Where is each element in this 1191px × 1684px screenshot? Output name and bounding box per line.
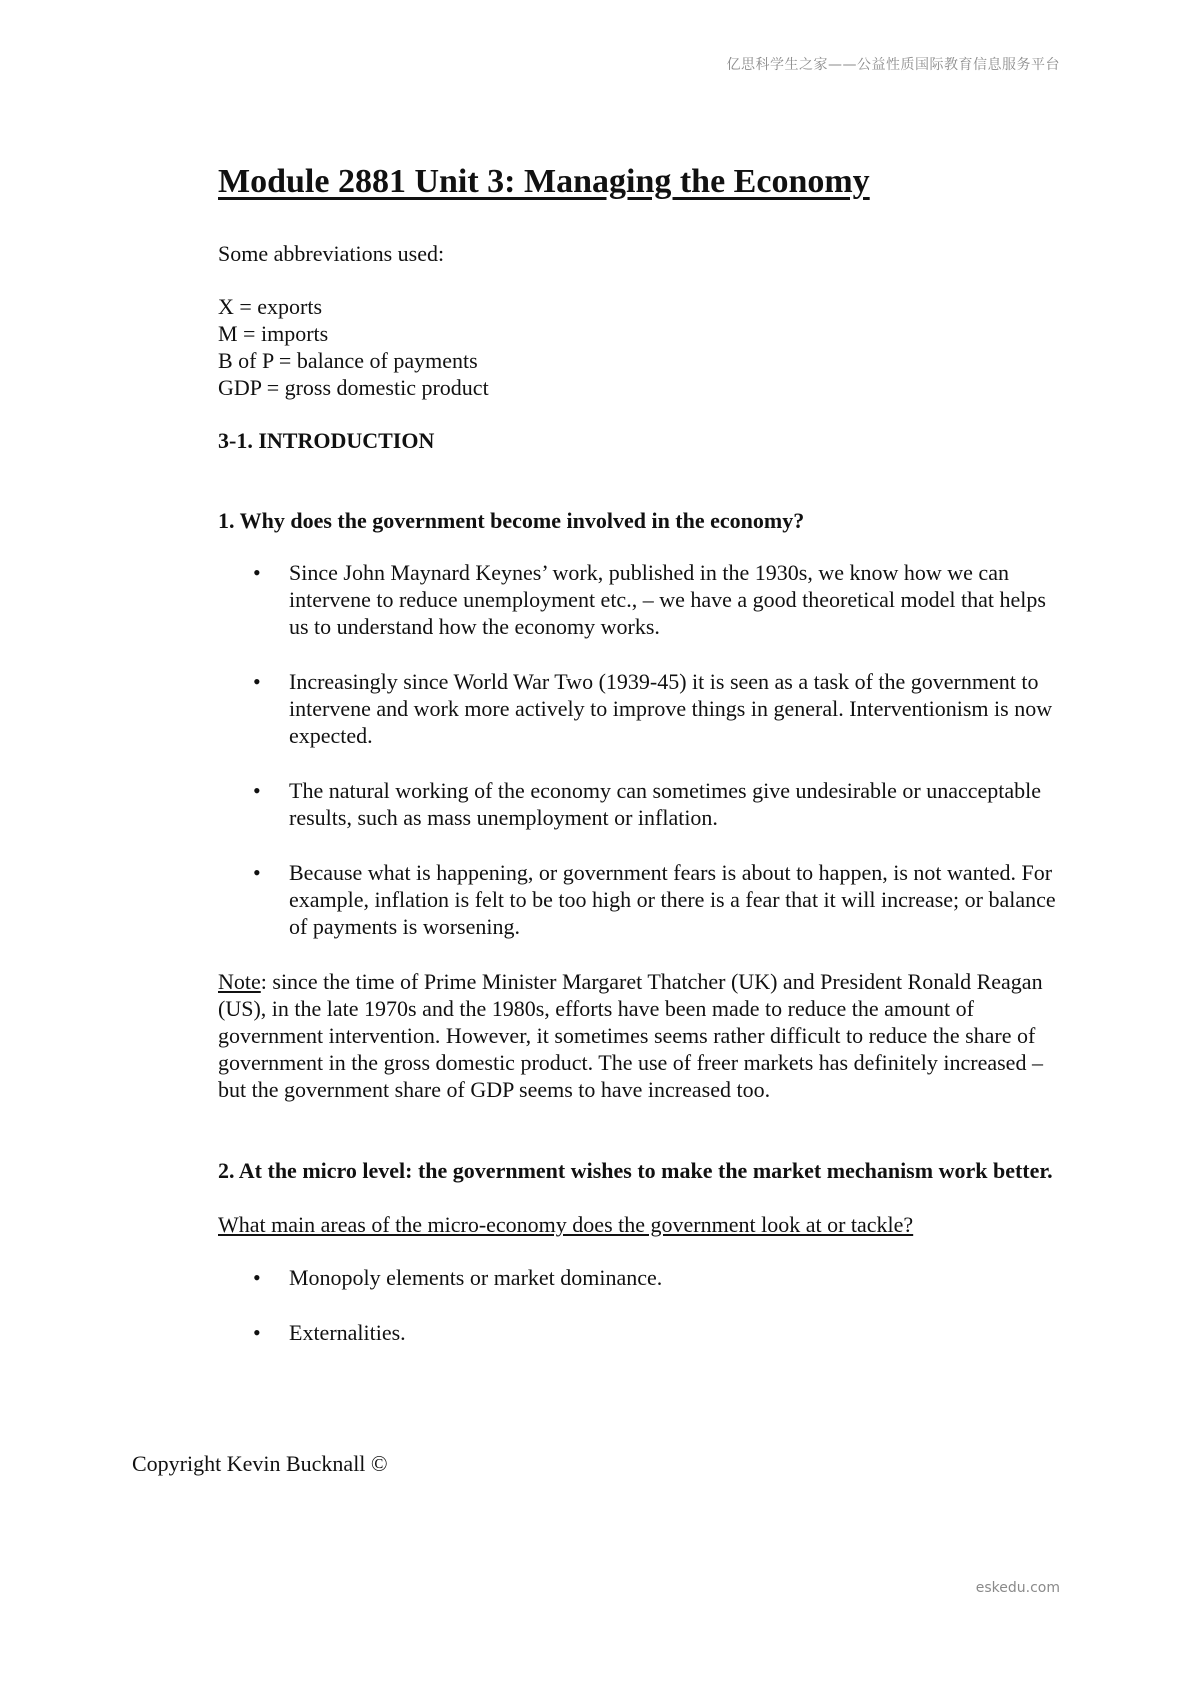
bullet-icon: • (253, 560, 261, 585)
abbreviations-intro: Some abbreviations used: (218, 241, 445, 266)
header-watermark: 亿思科学生之家——公益性质国际教育信息服务平台 (726, 57, 1060, 73)
abbreviations-list (218, 293, 1068, 401)
section-heading: 3-1. INTRODUCTION (218, 428, 435, 453)
bullet-icon: • (253, 669, 261, 694)
list-item-text: Monopoly elements or market dominance. (289, 1265, 663, 1290)
footer-watermark: eskedu.com (975, 1580, 1060, 1596)
bullet-icon: • (253, 778, 261, 803)
copyright-notice: Copyright Kevin Bucknall © (132, 1451, 388, 1476)
document-content (218, 160, 1068, 1346)
abbreviation-item: M = imports (218, 321, 329, 346)
list-item (218, 1264, 1068, 1291)
document-title: Module 2881 Unit 3: Managing the Economy (218, 163, 870, 200)
question-2-subheading: What main areas of the micro-economy does the government look at or tackle? (218, 1212, 914, 1237)
note-paragraph (218, 968, 1068, 1103)
list-item (218, 859, 1068, 940)
list-item-text: The natural working of the economy can sometimes give undesirable or unacceptable results, such as mass unemployment or inflation. (289, 778, 1042, 830)
abbreviation-item: GDP = gross domestic product (218, 375, 489, 400)
list-item-text: Externalities. (289, 1320, 406, 1345)
question-2-heading: 2. At the micro level: the government wishes to make the market mechanism work better. (218, 1158, 1053, 1183)
bullet-icon: • (253, 1265, 261, 1290)
question-1-heading: 1. Why does the government become involved in the economy? (218, 508, 805, 533)
abbreviation-item: X = exports (218, 294, 323, 319)
bullet-icon: • (253, 860, 261, 885)
list-item (218, 668, 1068, 749)
abbreviation-item: B of P = balance of payments (218, 348, 478, 373)
note-text: : since the time of Prime Minister Margaret Thatcher (UK) and President Ronald Reagan (US), in the late 1970s and the 1980s, efforts have been made to reduce the amount of government intervention. However, it sometimes seems rather difficult to reduce the share of government in the gross domestic product. The use of freer markets has definitely increased – but the government share of GDP seems to have increased too. (218, 969, 1043, 1102)
bullet-icon: • (253, 1320, 261, 1345)
list-item (218, 1319, 1068, 1346)
note-label: Note (218, 969, 261, 994)
list-item-text: Increasingly since World War Two (1939-45) it is seen as a task of the government to intervene and work more actively to improve things in general. Interventionism is now expected. (289, 669, 1053, 748)
list-item (218, 559, 1068, 640)
list-item-text: Since John Maynard Keynes’ work, published in the 1930s, we know how we can intervene to reduce unemployment etc., – we have a good theoretical model that helps us to understand how the economy works. (289, 560, 1046, 639)
list-item (218, 777, 1068, 831)
list-item-text: Because what is happening, or government fears is about to happen, is not wanted. For example, inflation is felt to be too high or there is a fear that it will increase; or balance of payments is worsening. (289, 860, 1056, 939)
question-1-bullet-list (218, 559, 1068, 940)
question-2-bullet-list (218, 1264, 1068, 1346)
